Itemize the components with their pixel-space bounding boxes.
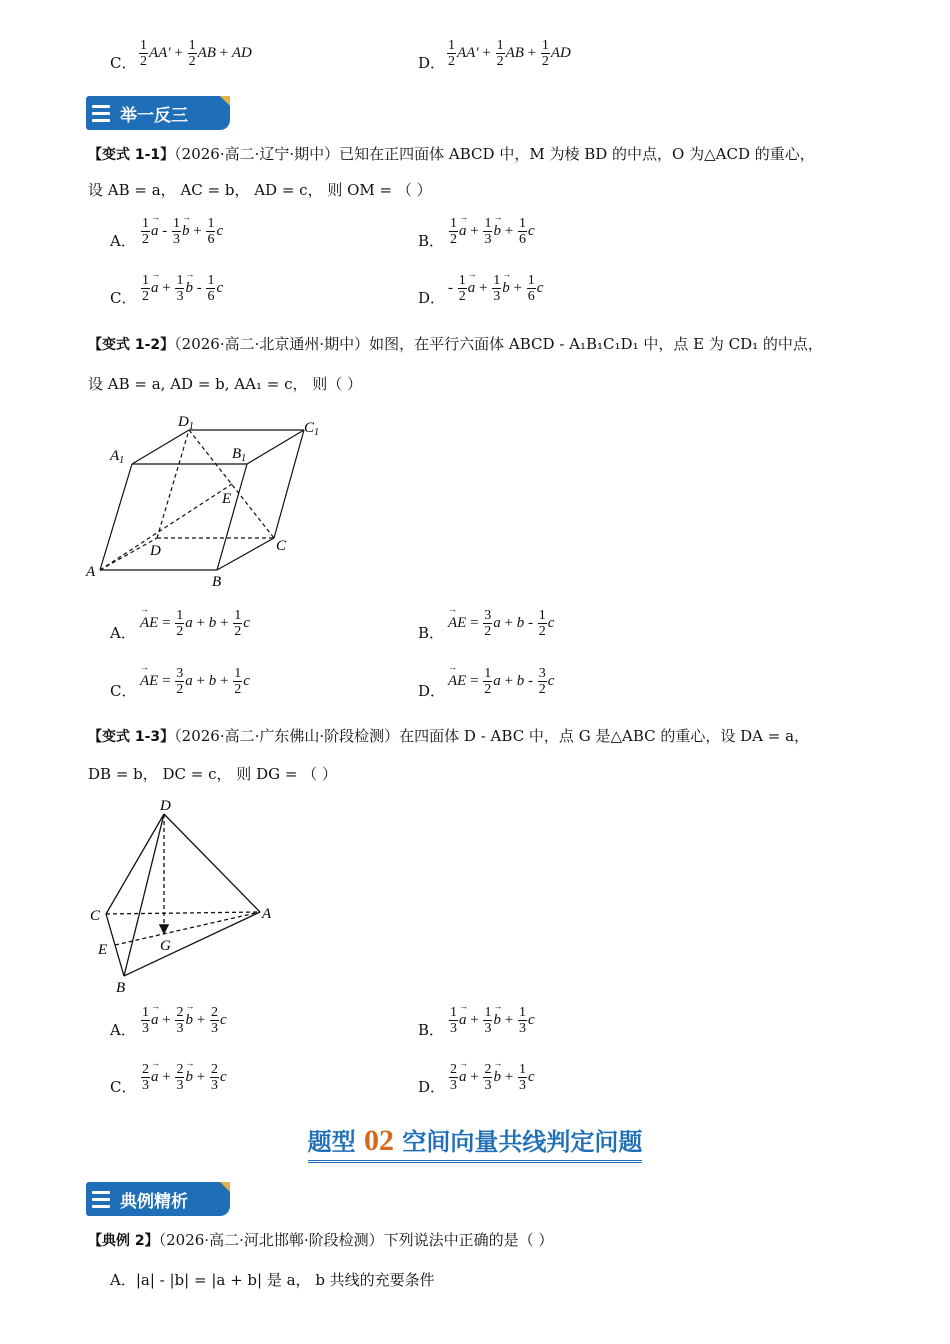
v12-source: （2026·高二·北京通州·期中） xyxy=(174,335,370,353)
section-number: 02 xyxy=(364,1124,394,1157)
fig2-label-a: A xyxy=(262,906,272,922)
practice-banner-label: 举一反三 xyxy=(120,105,188,126)
v11-line1 xyxy=(88,144,815,165)
ex2-option-a-label: A． xyxy=(110,1271,136,1289)
v11-option-d-label: D． xyxy=(418,289,446,307)
v13-line1 xyxy=(88,726,809,747)
v12-line1 xyxy=(88,334,823,355)
fig1-label-d: D xyxy=(150,543,161,559)
fig1-label-b: B xyxy=(212,574,222,590)
v13-option-d-label: D． xyxy=(418,1078,446,1096)
ex2-option-a xyxy=(110,1270,435,1290)
v13-option-d: $\frac{2}{3}$ → a + $\frac{2}{3}$ → b + $\frac{1}{3}$ c xyxy=(448,1062,535,1093)
list-icon xyxy=(92,1191,110,1208)
fig2-label-b: B xyxy=(116,980,126,996)
fig1-label-b1: $B_1$ xyxy=(232,446,247,464)
section-prefix: 题型 xyxy=(307,1128,356,1156)
top-option-c-label: C． xyxy=(110,54,137,72)
v13-source: （2026·高二·广东佛山·阶段检测） xyxy=(174,727,400,745)
ex2-stem: 下列说法中正确的是（ ） xyxy=(383,1231,554,1249)
fig1-label-c1: $C_1$ xyxy=(304,420,320,438)
example-banner-label: 典例精析 xyxy=(120,1191,188,1212)
v12-option-c: → AE = $\frac{3}{2}$ a + b + $\frac{1}{2}$ c xyxy=(140,666,250,697)
v11-line2: 设 AB = a， AC = b， AD = c， 则 OM = （ ） xyxy=(88,181,432,199)
practice-banner xyxy=(86,96,230,130)
v12-option-a-label: A． xyxy=(110,624,136,642)
v13-stem: 在四面体 D - ABC 中，点 G 是△ABC 的重心，设 DA = a， xyxy=(399,727,810,745)
v11-tag: 【变式 1-1】 xyxy=(88,147,175,163)
v11-stem: 已知在正四面体 ABCD 中，M 为棱 BD 的中点，O 为△ACD 的重心， xyxy=(339,145,815,163)
v11-option-a-label: A． xyxy=(110,232,136,250)
section-title xyxy=(0,1122,950,1163)
v12-option-d: → AE = $\frac{1}{2}$ a + b - $\frac{3}{2}$ c xyxy=(448,666,554,697)
v12-stem: 如图，在平行六面体 ABCD - A₁B₁C₁D₁ 中，点 E 为 CD₁ 的中点， xyxy=(369,335,823,353)
v13-option-a-label: A． xyxy=(110,1021,136,1039)
v13-option-b-label: B． xyxy=(418,1021,445,1039)
v12-option-d-label: D． xyxy=(418,682,446,700)
v11-option-d: - $\frac{1}{2}$ → a + $\frac{1}{3}$ → b + $\frac{1}{6}$ c xyxy=(448,273,543,304)
section-heading: 空间向量共线判定问题 xyxy=(402,1128,643,1156)
example-banner xyxy=(86,1182,230,1216)
ex2-tag: 【典例 2】 xyxy=(88,1233,159,1249)
tetrahedron-figure xyxy=(84,794,284,1000)
fig2-label-d: D xyxy=(160,798,171,814)
ex2-option-a-text: |a| - |b| = |a + b| 是 a， b 共线的充要条件 xyxy=(135,1271,435,1289)
fig1-label-d1: $D_1$ xyxy=(178,414,194,432)
top-option-d-expr: $\frac{1}{2}$ AA′ + $\frac{1}{2}$ AB + $\frac{1}{2}$ AD xyxy=(448,38,571,69)
parallelepiped-figure xyxy=(82,408,342,594)
v12-tag: 【变式 1-2】 xyxy=(88,337,175,353)
list-icon xyxy=(92,105,110,122)
v13-option-a: $\frac{1}{3}$ → a + $\frac{2}{3}$ → b + $\frac{2}{3}$ c xyxy=(140,1005,227,1036)
v11-option-b: $\frac{1}{2}$ → a + $\frac{1}{3}$ → b + $\frac{1}{6}$ c xyxy=(448,216,535,247)
v11-option-a: $\frac{1}{2}$ → a - $\frac{1}{3}$ → b + $\frac{1}{6}$ c xyxy=(140,216,223,247)
v13-option-c: $\frac{2}{3}$ → a + $\frac{2}{3}$ → b + $\frac{2}{3}$ c xyxy=(140,1062,227,1093)
fig1-label-a: A xyxy=(86,564,96,580)
ex2-line1 xyxy=(88,1230,553,1251)
fig2-label-c: C xyxy=(90,908,101,924)
top-option-d-label: D． xyxy=(418,54,446,72)
v12-option-b-label: B． xyxy=(418,624,445,642)
v11-option-c-label: C． xyxy=(110,289,137,307)
v13-option-c-label: C． xyxy=(110,1078,137,1096)
v13-option-b: $\frac{1}{3}$ → a + $\frac{1}{3}$ → b + $\frac{1}{3}$ c xyxy=(448,1005,535,1036)
fig2-label-g: G xyxy=(160,938,171,954)
fig1-label-e: E xyxy=(222,491,232,507)
fig2-label-e: E xyxy=(98,942,108,958)
top-option-c-expr: $\frac{1}{2}$ AA′ + $\frac{1}{2}$ AB + AD xyxy=(140,38,252,69)
v13-tag: 【变式 1-3】 xyxy=(88,729,175,745)
v12-option-b: → AE = $\frac{3}{2}$ a + b - $\frac{1}{2}$ c xyxy=(448,608,554,639)
v12-line2: 设 AB = a, AD = b, AA₁ = c， 则（ ） xyxy=(88,375,363,393)
fig1-label-c: C xyxy=(276,538,287,554)
ex2-source: （2026·高二·河北邯郸·阶段检测） xyxy=(158,1231,384,1249)
v11-source: （2026·高二·辽宁·期中） xyxy=(174,145,340,163)
v11-option-c: $\frac{1}{2}$ → a + $\frac{1}{3}$ → b - $\frac{1}{6}$ c xyxy=(140,273,223,304)
v12-option-a: → AE = $\frac{1}{2}$ a + b + $\frac{1}{2}$ c xyxy=(140,608,250,639)
v11-option-b-label: B． xyxy=(418,232,445,250)
fig1-label-a1: $A_1$ xyxy=(110,448,125,466)
v12-option-c-label: C． xyxy=(110,682,137,700)
v13-line2: DB = b， DC = c， 则 DG = （ ） xyxy=(88,765,337,783)
